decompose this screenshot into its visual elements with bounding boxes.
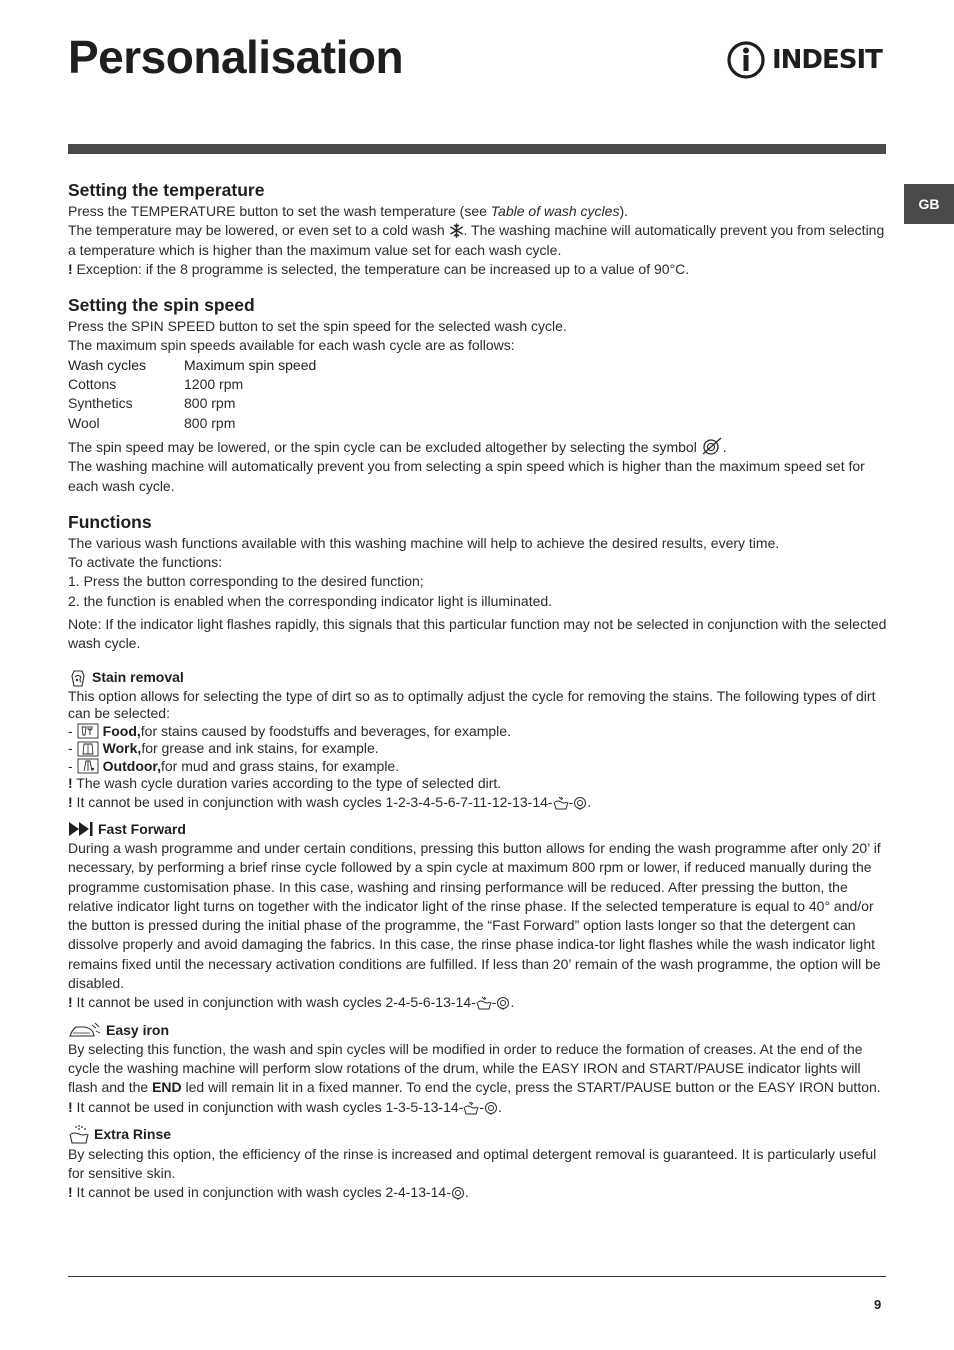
warning-text: It cannot be used in conjunction with wash cycles 2-4-13-14- [72,1184,451,1201]
spin-heading: Setting the spin speed [68,295,255,316]
functions-step2: 2. the function is enabled when the corresponding indicator light is illuminated. [68,592,553,609]
delicate-spin-icon [484,1101,498,1115]
temperature-section [68,180,888,279]
language-tab: GB [904,184,954,224]
page-title: Personalisation [68,31,404,83]
warning-mark: ! [68,793,73,810]
sentence-end: . [587,793,592,810]
column-header: Wash cycles [68,356,147,373]
spin-note1 [68,437,888,457]
spin-line1: Press the SPIN SPEED button to set the spin speed for the selected wash cycle. [68,318,567,335]
outdoor-icon [77,758,99,774]
snowflake-icon [449,223,464,238]
stain-removal-icon [68,668,88,688]
table-row [68,394,316,413]
warning-mark: ! [68,994,73,1011]
iron-text-end: led will remain lit in a fixed manner. To end the cycle, press the START/PAUSE button or the EASY IRON button. [181,1079,881,1096]
stain-warning-1 [68,775,888,793]
stain-option-desc: for mud and grass stains, for example. [161,757,400,774]
functions-note: Note: If the indicator light flashes rapidly, this signals that this particular function may not be selected in conjunction with the selected wash cycle. [68,616,887,652]
main-content [68,180,888,1203]
list-dash: - [491,994,497,1011]
spin-speed-table [68,356,316,433]
delicate-spin-icon [451,1186,465,1200]
stain-removal-text: This option allows for selecting the type of dirt so as to optimally adjust the cycle for removing the stains. The following types of dirt can be selected: [68,687,876,722]
table-cell: Synthetics [68,395,133,412]
temp-text-end: ). [619,203,629,219]
warning-mark: ! [68,1098,73,1115]
fast-forward-title: Fast Forward [98,820,186,837]
extra-rinse-title: Extra Rinse [94,1126,172,1143]
warning-mark: ! [68,260,73,277]
delicate-spin-icon [496,996,510,1010]
easy-iron-title: Easy iron [106,1021,170,1038]
hand-wash-icon [553,796,569,810]
warning-text: It cannot be used in conjunction with wash cycles 1-3-5-13-14- [72,1098,464,1115]
temp-text2-end: . The washing machine will automatically prevent you from selecting a temperature which is higher than the maximum value set for each wash cycle. [68,222,885,258]
stain-warning-2 [68,793,888,812]
stain-option-work [68,740,888,758]
table-header-row [68,356,316,375]
end-led-label: END [152,1079,182,1096]
list-dash: - [479,1098,484,1115]
stain-option-label: Outdoor, [102,757,161,774]
spin-note-text: The spin speed may be lowered, or the spin cycle can be excluded altogether by selecting the symbol [68,438,701,455]
table-cell: Cottons [68,376,117,393]
temp-text: Press the TEMPERATURE button to set the wash temperature (see [68,203,491,219]
stain-option-food [68,723,888,741]
extra-rinse-warning [68,1183,888,1202]
list-dash: - [68,722,73,739]
work-icon [77,741,99,757]
functions-intro: The various wash functions available with this washing machine will help to achieve the desired results, every time. [68,534,780,551]
stain-removal-title: Stain removal [92,669,184,686]
warning-text: The wash cycle duration varies according to the type of selected dirt. [72,775,502,792]
list-dash: - [68,740,73,757]
easy-iron-warning [68,1098,888,1117]
hand-wash-icon [463,1101,479,1115]
food-icon [77,723,99,739]
warning-mark: ! [68,1184,73,1201]
spin-line2: The maximum spin speeds available for each wash cycle are as follows: [68,337,515,354]
stain-option-label: Work, [102,740,142,757]
list-dash: - [68,757,73,774]
fast-forward-heading [68,820,888,839]
functions-activate: To activate the functions: [68,554,223,571]
iron-icon [68,1022,102,1038]
fast-forward-warning [68,993,888,1012]
temperature-exception [68,260,888,279]
list-dash: - [568,793,574,810]
sentence-end: . [464,1184,469,1201]
warning-text: It cannot be used in conjunction with wash cycles 2-4-5-6-13-14- [72,994,476,1011]
exception-text: Exception: if the 8 programme is selected, the temperature can be increased up to a value of 90°C. [72,260,690,277]
fast-forward-block [68,820,888,1013]
table-row [68,414,316,433]
functions-heading: Functions [68,511,152,532]
stain-option-desc: for stains caused by foodstuffs and beverages, for example. [140,722,511,739]
extra-rinse-icon [68,1125,90,1145]
indesit-emblem-icon [726,40,766,80]
header-rule [68,144,886,154]
delicate-spin-icon [573,796,587,810]
spin-section [68,295,888,496]
brand-name: INDESIT [772,45,882,75]
table-row [68,375,316,394]
temperature-line1 [68,202,888,221]
stain-option-desc: for grease and ink stains, for example. [141,740,379,757]
table-cell: 800 rpm [184,414,236,431]
column-header: Maximum spin speed [184,356,317,373]
page-number: 9 [874,1297,882,1312]
temperature-heading: Setting the temperature [68,180,265,200]
fast-forward-icon [68,821,94,837]
extra-rinse-heading [68,1125,888,1145]
fast-forward-text: During a wash programme and under certain conditions, pressing this button allows for ending the wash programme after only 20’ if necessary, by performing a brief rinse cycle followed by a spin cycle at maximum 800 rpm or lower, if reduced manually during the programme customisation phase. In this case, washing and rinsing performance will be reduced. After pressing the button, the relative indicator light turns on together with the indicator light of the rinse phase. If the selected temperature is equal to 40° and/or the button is pressed during the initial phase of the programme, the “Fast Forward” option lasts longer so that the detergent can dissolve properly and avoid damaging the fabrics. In this case, the rinse phase indica-tor light flashes while the wash indicator light remains fixed until the necessary activation conditions are fulfilled. If less than 20’ remain of the wash programme, the option will be disabled. [68,839,881,992]
hand-wash-icon [476,996,492,1010]
stain-removal-heading [68,668,888,688]
warning-mark: ! [68,775,73,792]
indesit-logo [726,40,882,80]
sentence-end: . [510,994,515,1011]
stain-option-outdoor [68,758,888,776]
temp-text2: The temperature may be lowered, or even set to a cold wash [68,222,449,239]
iron-text: By selecting this function, the wash and spin cycles will be modified in order to reduce the formation of creases. At the end of the cycle the washing machine will perform slow rotations of the drum, while the EASY IRON and START/PAUSE indicator lights will flash and the [68,1040,863,1096]
temperature-line2 [68,221,888,260]
footer-rule [68,1276,886,1277]
sentence-end: . [498,1098,502,1115]
table-cell: 800 rpm [184,395,236,412]
functions-section [68,512,888,1203]
easy-iron-text [68,1040,888,1098]
spin-note2: The washing machine will automatically prevent you from selecting a spin speed which is higher than the maximum speed set for each wash cycle. [68,458,865,494]
functions-step1: 1. Press the button corresponding to the desired function; [68,573,424,590]
stain-option-label: Food, [102,722,141,739]
stain-removal-block [68,668,888,812]
no-spin-icon [701,437,723,455]
table-cell: Wool [68,414,100,431]
extra-rinse-block [68,1125,888,1203]
extra-rinse-text: By selecting this option, the efficiency of the rinse is increased and optimal detergent removal is guaranteed. It is particularly useful for sensitive skin. [68,1145,877,1182]
easy-iron-block [68,1021,888,1117]
warning-text: It cannot be used in conjunction with wash cycles 1-2-3-4-5-6-7-11-12-13-14- [72,793,553,810]
spin-note-end: . [722,438,727,455]
table-reference: Table of wash cycles [490,203,620,219]
easy-iron-heading [68,1021,888,1040]
table-cell: 1200 rpm [184,376,244,393]
